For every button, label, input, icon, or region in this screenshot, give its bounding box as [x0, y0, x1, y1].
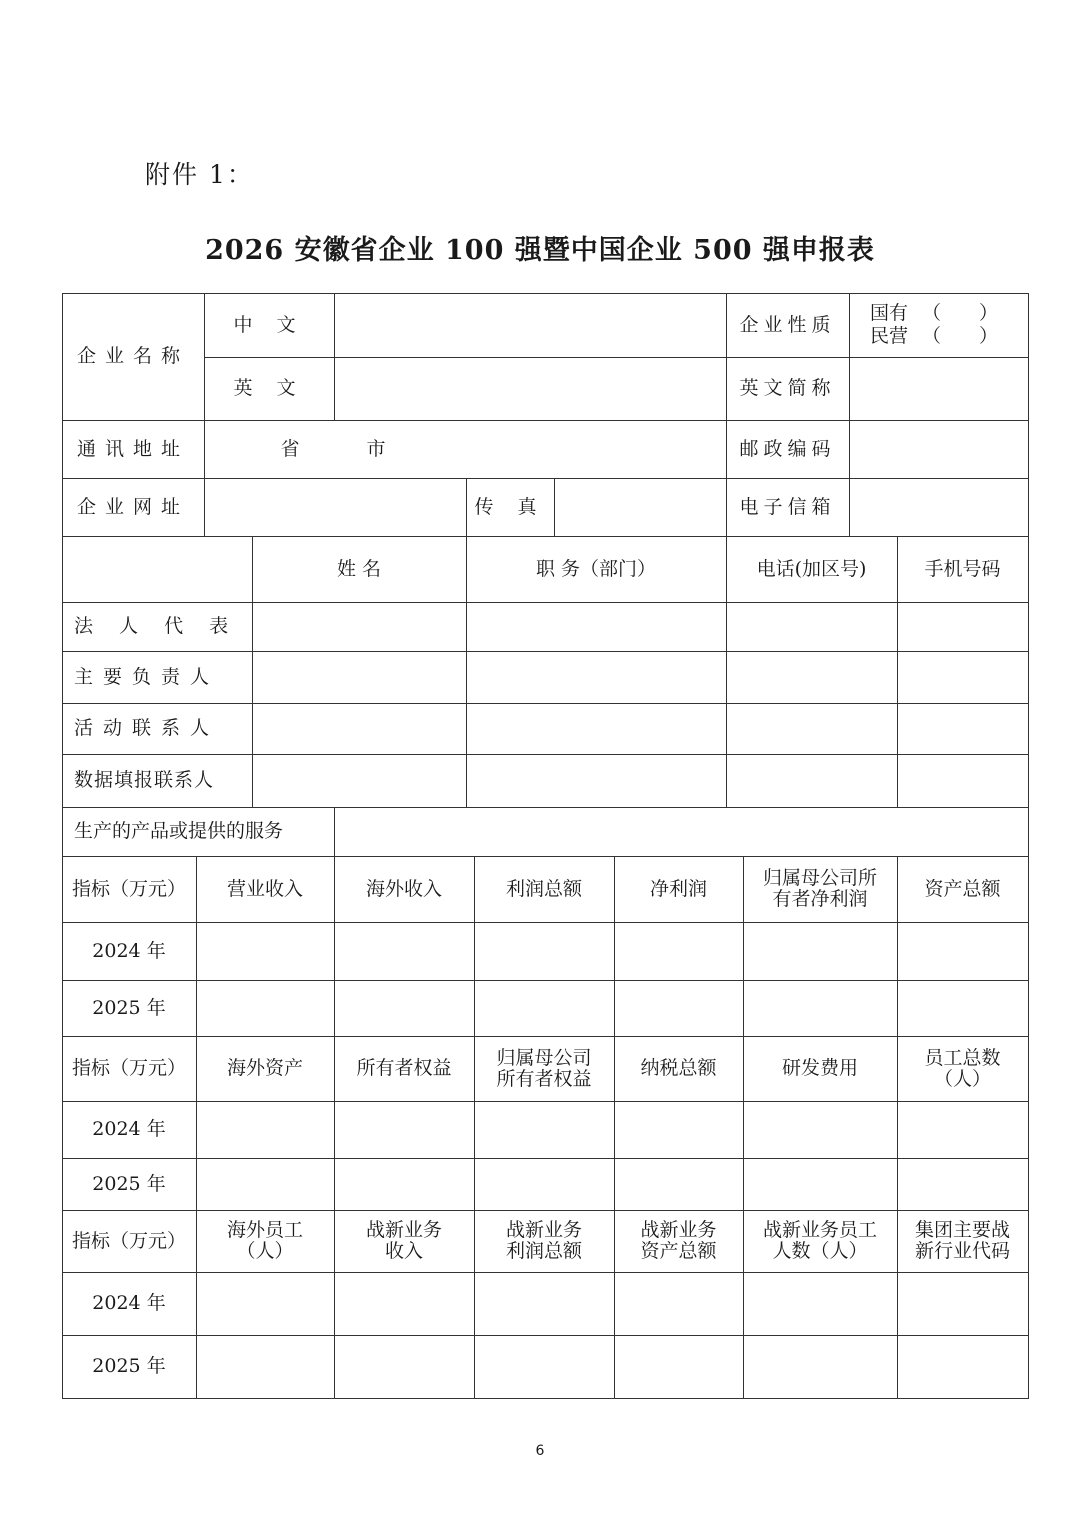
chinese-name-field[interactable] [334, 293, 726, 357]
grid-line [614, 856, 615, 1399]
grid-line [334, 856, 335, 1399]
grid-line [334, 807, 335, 857]
grid-line [62, 1101, 1029, 1102]
indicator-value-cell[interactable] [897, 922, 1028, 980]
indicator-label: 指标（万元） [71, 1057, 186, 1079]
grid-line [62, 1158, 1029, 1159]
english-label: 英 文 [233, 377, 305, 399]
indicator-label: 指标（万元） [71, 1229, 186, 1252]
grid-line [62, 754, 1029, 755]
grid-line [62, 1036, 1029, 1037]
contact-row-data: 数据填报联系人 [74, 769, 215, 791]
postcode-field[interactable] [849, 420, 1028, 478]
website-field[interactable] [204, 478, 466, 536]
indicator-value-cell[interactable] [614, 1335, 743, 1398]
indicator-value-cell[interactable] [614, 1272, 743, 1335]
indicator-header: 海外员工 （人） [226, 1219, 303, 1262]
indicator-label: 指标（万元） [71, 877, 186, 900]
indicator-header: 战新业务 收入 [365, 1219, 442, 1262]
grid-line [252, 536, 253, 808]
grid-line [726, 536, 727, 808]
paren-close: ） [978, 302, 998, 324]
indicator-header: 海外资产 [226, 1057, 303, 1079]
contact-row-principal: 主要负责人 [74, 665, 220, 688]
province-label: 省 [280, 437, 300, 460]
postcode-label: 邮政编码 [739, 437, 836, 460]
indicator-header: 归属母公司所 有者净利润 [762, 867, 877, 910]
indicator-header: 集团主要战 新行业代码 [914, 1219, 1010, 1262]
year-label: 2024 年 [92, 939, 166, 962]
indicator-value-cell[interactable] [743, 980, 897, 1036]
indicator-value-cell[interactable] [614, 1158, 743, 1210]
grid-line [62, 980, 1029, 981]
grid-line [204, 357, 1029, 358]
grid-line [62, 293, 1029, 294]
email-field[interactable] [849, 478, 1028, 536]
indicator-value-cell[interactable] [334, 980, 474, 1036]
grid-line [62, 651, 1029, 652]
website-label: 企业网址 [76, 495, 189, 518]
nature-label: 企业性质 [739, 313, 836, 336]
year-label: 2025 年 [92, 996, 166, 1019]
email-label: 电子信箱 [739, 495, 836, 518]
indicator-value-cell[interactable] [196, 1158, 334, 1210]
indicator-value-cell[interactable] [614, 980, 743, 1036]
indicator-value-cell[interactable] [474, 980, 614, 1036]
grid-line [726, 293, 727, 537]
indicator-value-cell[interactable] [474, 1335, 614, 1398]
contact-header-name: 姓 名 [336, 557, 382, 580]
grid-line [62, 478, 1029, 479]
grid-line [204, 293, 205, 537]
private-label: 民营 [870, 325, 909, 347]
indicator-header: 营业收入 [226, 877, 303, 900]
grid-line [466, 536, 467, 808]
indicator-value-cell[interactable] [474, 1158, 614, 1210]
year-label: 2024 年 [92, 1118, 166, 1140]
form-title: 2026 安徽省企业 100 强暨中国企业 500 强申报表 [205, 235, 875, 266]
grid-line [62, 703, 1029, 704]
grid-line [62, 293, 63, 1399]
indicator-value-cell[interactable] [743, 1101, 897, 1158]
grid-line [62, 602, 1029, 603]
indicator-header: 研发费用 [781, 1057, 858, 1079]
grid-line [474, 856, 475, 1399]
grid-line [1028, 293, 1029, 1399]
nature-options [870, 302, 998, 348]
grid-line [897, 536, 898, 808]
grid-line [334, 293, 335, 421]
indicator-value-cell[interactable] [474, 1272, 614, 1335]
grid-line [62, 856, 1029, 857]
indicator-value-cell[interactable] [897, 980, 1028, 1036]
grid-line [466, 478, 467, 537]
english-abbr-label: 英文简称 [739, 377, 836, 399]
paren-close: ） [978, 325, 998, 347]
products-label: 生产的产品或提供的服务 [74, 820, 284, 842]
fax-label: 传 真 [474, 495, 546, 518]
indicator-value-cell[interactable] [334, 922, 474, 980]
grid-line [62, 536, 1029, 537]
grid-line [62, 807, 1029, 808]
indicator-value-cell[interactable] [897, 1272, 1028, 1335]
grid-line [62, 1210, 1029, 1211]
indicator-value-cell[interactable] [614, 922, 743, 980]
grid-line [62, 1335, 1029, 1336]
indicator-header: 战新业务员工 人数（人） [762, 1219, 877, 1262]
indicator-value-cell[interactable] [743, 1335, 897, 1398]
indicator-header: 资产总额 [924, 877, 1001, 900]
products-field[interactable] [334, 807, 1028, 856]
indicator-value-cell[interactable] [334, 1335, 474, 1398]
indicator-value-cell[interactable] [743, 1158, 897, 1210]
indicator-value-cell[interactable] [614, 1101, 743, 1158]
indicator-value-cell[interactable] [334, 1272, 474, 1335]
grid-line [62, 420, 1029, 421]
indicator-value-cell[interactable] [334, 1101, 474, 1158]
contact-header-phone: 电话(加区号) [756, 557, 867, 580]
paren-open: （ [922, 302, 942, 324]
contact-header-position: 职 务（部门） [535, 557, 657, 580]
grid-line [62, 922, 1029, 923]
indicator-header: 战新业务 资产总额 [640, 1219, 717, 1262]
indicator-header: 利润总额 [505, 877, 582, 900]
state-owned-label: 国有 [870, 302, 909, 324]
contact-row-legal-rep: 法 人 代 表 [74, 615, 239, 637]
grid-line [849, 293, 850, 537]
page-number: 6 [535, 1443, 545, 1459]
indicator-header: 所有者权益 [356, 1057, 452, 1079]
indicator-header: 纳税总额 [640, 1057, 717, 1079]
contact-row-activity: 活动联系人 [74, 717, 220, 739]
indicator-value-cell[interactable] [474, 922, 614, 980]
paren-open: （ [922, 325, 942, 347]
indicator-value-cell[interactable] [897, 1158, 1028, 1210]
indicator-value-cell[interactable] [897, 1101, 1028, 1158]
grid-line [554, 478, 555, 537]
indicator-value-cell[interactable] [196, 980, 334, 1036]
address-label: 通讯地址 [76, 437, 189, 460]
indicator-value-cell[interactable] [474, 1101, 614, 1158]
year-label: 2024 年 [92, 1292, 166, 1314]
grid-line [62, 1398, 1029, 1399]
english-name-field[interactable] [334, 357, 726, 420]
attachment-label: 附件 1： [145, 160, 254, 189]
city-label: 市 [366, 437, 386, 460]
contact-header-mobile: 手机号码 [924, 557, 1001, 580]
indicator-value-cell[interactable] [743, 922, 897, 980]
indicator-value-cell[interactable] [743, 1272, 897, 1335]
english-abbr-field[interactable] [849, 357, 1028, 420]
year-label: 2025 年 [92, 1355, 166, 1377]
indicator-value-cell[interactable] [196, 922, 334, 980]
grid-line [897, 856, 898, 1399]
chinese-label: 中 文 [233, 313, 305, 336]
private-option[interactable] [870, 325, 998, 348]
indicator-value-cell[interactable] [897, 1335, 1028, 1398]
indicator-header: 净利润 [649, 877, 707, 900]
fax-field[interactable] [554, 478, 726, 536]
indicator-header: 战新业务 利润总额 [505, 1219, 582, 1262]
year-label: 2025 年 [92, 1172, 166, 1195]
grid-line [62, 1272, 1029, 1273]
indicator-header: 海外收入 [365, 877, 442, 900]
company-name-label: 企业名称 [76, 345, 189, 367]
state-owned-option[interactable] [870, 302, 998, 325]
indicator-header: 员工总数 （人） [924, 1046, 1001, 1090]
grid-line [196, 856, 197, 1399]
indicator-value-cell[interactable] [334, 1158, 474, 1210]
indicator-header: 归属母公司 所有者权益 [496, 1046, 592, 1090]
indicator-value-cell[interactable] [196, 1335, 334, 1398]
indicator-value-cell[interactable] [196, 1101, 334, 1158]
grid-line [743, 856, 744, 1399]
indicator-value-cell[interactable] [196, 1272, 334, 1335]
